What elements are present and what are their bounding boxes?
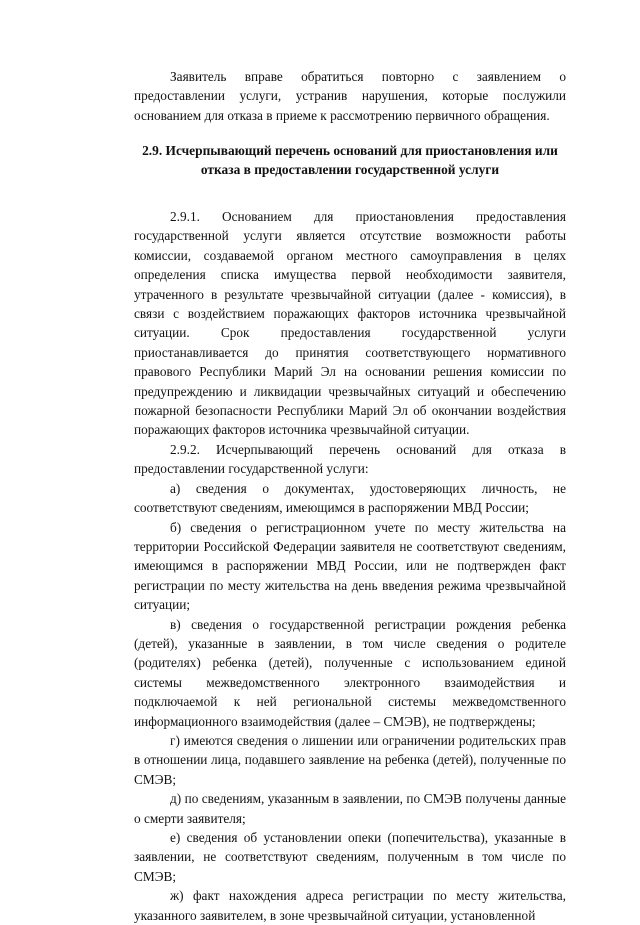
intro-section xyxy=(134,67,566,125)
list-item-b: б) сведения о регистрационном учете по месту жительства на территории Российской Федерации заявителя не соответствуют сведениям, имеющимся в распоряжении МВД России, или не подтвержден факт регистрации по месту жительства на день введения режима чрезвычайной ситуации; xyxy=(134,519,566,613)
section-heading: 2.9. Исчерпывающий перечень оснований для приостановления или отказа в предоставлении государственной услуги xyxy=(142,143,558,177)
list-item-d: д) по сведениям, указанным в заявлении, по СМЭВ получены данные о смерти заявителя; xyxy=(134,791,566,826)
paragraph-2-9-2: 2.9.2. Исчерпывающий перечень оснований для отказа в предоставлении государственной услуги: xyxy=(134,441,566,477)
list-item-v: в) сведения о государственной регистрации рождения ребенка (детей), указанные в заявлении, в том числе сведения о родителе (родителях) ребенка (детей), полученные с использованием единой системы межведомственного электронного взаимодействия и подключаемой к ней региональной системы межведомственного информационного взаимодействия (далее – СМЭВ), не подтверждены; xyxy=(134,616,566,729)
list-item-g: г) имеются сведения о лишении или ограничении родительских прав в отношении лица, подавшего заявление на ребенка (детей), полученные по СМЭВ; xyxy=(134,732,566,787)
paragraph-2-9-1: 2.9.1. Основанием для приостановления предоставления государственной услуги является отсутствие возможности работы комиссии, создаваемой органом местного самоуправления в целях определения списка имущества первой необходимости заявителя, утраченного в результате чрезвычайной ситуации (далее - комиссия), в связи с воздействием поражающих факторов источника чрезвычайной ситуации. Срок предоставления государственной услуги приостанавливается до принятия соответствующего нормативного правового Республики Марий Эл на основании решения комиссии по предупреждению и ликвидации чрезвычайных ситуаций и обеспечению пожарной безопасности Республики Марий Эл об окончании воздействия поражающих факторов источника чрезвычайной ситуации. xyxy=(134,209,566,438)
list-item-a: а) сведения о документах, удостоверяющих личность, не соответствуют сведениям, имеющимся в распоряжении МВД России; xyxy=(134,480,566,516)
list-item-zh: ж) факт нахождения адреса регистрации по месту жительства, указанного заявителем, в зоне чрезвычайной ситуации, установленной xyxy=(134,888,566,923)
list-item-e: е) сведения об установлении опеки (попечительства), указанные в заявлении, не соответствуют сведениям, полученным в том числе по СМЭВ; xyxy=(134,830,566,884)
intro-paragraph: Заявитель вправе обратиться повторно с заявлением о предоставлении услуги, устранив нарушения, которые послужили основанием для отказа в приеме к рассмотрению первичного обращения. xyxy=(134,69,566,123)
section-heading-block xyxy=(140,141,560,179)
section-body xyxy=(134,207,566,925)
